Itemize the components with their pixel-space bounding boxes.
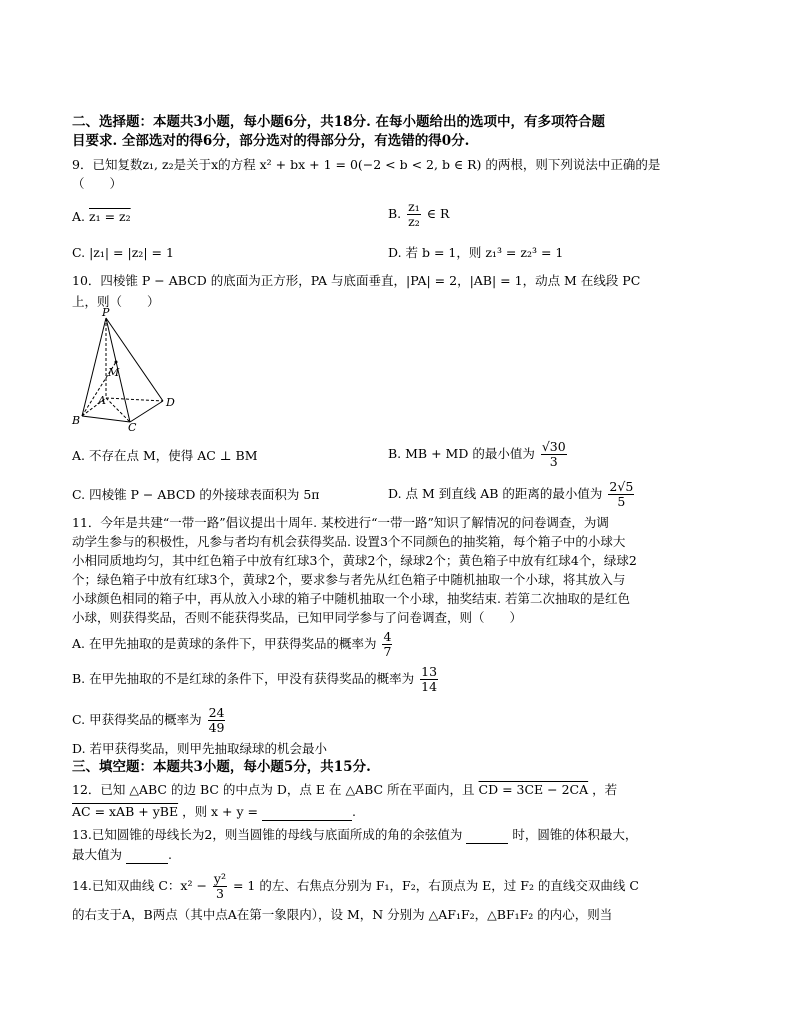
q11-option-a-denominator: 7 <box>383 644 392 659</box>
q10-stem-line-1: 10．四棱锥 P − ABCD 的底面为正方形，PA 与底面垂直，|PA| = 2，|AB| = 1，动点 M 在线段 PC <box>72 273 641 288</box>
edge-ac <box>106 398 130 422</box>
q14-line-2: 的右支于A，B两点（其中点A在第一象限内），设 M，N 分别为 △AF₁F₂，△BF₁F₂ 的内心，则当 <box>72 907 613 922</box>
q10-option-b-numerator: √30 <box>541 439 566 454</box>
q11-option-c <box>72 706 227 735</box>
label-p: P <box>102 306 110 319</box>
q11-line-3: 小相同质地均匀，其中红色箱子中放有红球3个，黄球2个，绿球2个；黄色箱子中放有红球4个，绿球2 <box>72 553 637 568</box>
q10-pyramid-figure <box>68 306 188 432</box>
q14-denominator: 3 <box>215 886 224 901</box>
q10-option-d-denominator: 5 <box>617 494 626 509</box>
q11-line-6: 小球，则获得奖品，否则不能获得奖品，已知甲同学参与了问卷调查，则（ ） <box>72 610 523 625</box>
q12-answer-blank[interactable] <box>262 808 352 821</box>
q13-line-1 <box>72 826 637 844</box>
q14-line-1-text: 14.已知双曲线 C：x² − <box>72 878 207 893</box>
section-2-heading-line-2: 目要求. 全部选对的得6分，部分选对的得部分分，有选错的得0分. <box>72 133 470 149</box>
q14-numerator: y² <box>213 871 226 886</box>
q9-option-b-denominator: z₂ <box>408 214 420 229</box>
q11-option-a-text: A. 在甲先抽取的是黄球的条件下，甲获得奖品的概率为 <box>72 636 377 651</box>
q9-option-b-fraction <box>407 200 421 229</box>
q12-vector-equation-2: AC = xAB + yBE <box>72 804 179 819</box>
label-m: M <box>108 366 120 379</box>
q11-option-c-fraction <box>208 706 226 735</box>
q11-option-b-numerator: 13 <box>421 664 438 679</box>
q12-vector-equation-1: CD = 3CE − 2CA <box>478 782 589 797</box>
q10-option-b-fraction <box>541 440 567 469</box>
q9-option-b-tail: ∈ R <box>426 206 450 221</box>
q9-option-d: D. 若 b = 1，则 z₁³ = z₂³ = 1 <box>388 245 564 260</box>
q13-line-1-tail: 时，圆锥的体积最大， <box>512 827 638 842</box>
q14-fraction <box>213 872 227 901</box>
q10-option-a: A. 不存在点 M，使得 AC ⊥ BM <box>72 448 258 463</box>
edge-bc <box>82 416 130 422</box>
q11-option-d: D. 若甲获得奖品，则甲先抽取绿球的机会最小 <box>72 741 328 756</box>
q11-option-a-fraction <box>382 630 392 659</box>
q13-line-2-text: 最大值为 <box>72 847 123 862</box>
q11-option-c-text: C. 甲获得奖品的概率为 <box>72 712 202 727</box>
q11-line-2: 动学生参与的积极性，凡参与者均有机会获得奖品. 设置3个不同颜色的抽奖箱，每个箱子中的小球大 <box>72 534 626 549</box>
q11-line-5: 小球颜色相同的箱子中，再从放入小球的箱子中随机抽取一个小球，抽奖结束. 若第二次抽取的是红色 <box>72 591 630 606</box>
q10-option-d-text: D. 点 M 到直线 AB 的距离的最小值为 <box>388 486 603 501</box>
edge-ad <box>106 398 163 401</box>
q13-line-1-text: 13.已知圆锥的母线长为2，则当圆锥的母线与底面所成的角的余弦值为 <box>72 827 463 842</box>
point-m <box>115 361 118 364</box>
q11-option-a <box>72 630 394 659</box>
q10-option-d <box>388 480 636 509</box>
q11-option-c-denominator: 49 <box>208 720 225 735</box>
q12-line-1 <box>72 781 617 799</box>
q13-answer-blank-2[interactable] <box>126 851 168 864</box>
q10-stem-line-2: 上，则（ ） <box>72 294 160 309</box>
q9-option-b <box>388 200 449 229</box>
q14-line-1-tail: = 1 的左、右焦点分别为 F₁，F₂，右顶点为 E，过 F₂ 的直线交双曲线 C <box>232 878 639 893</box>
label-b: B <box>72 414 81 427</box>
q9-option-a <box>72 208 131 226</box>
edge-pd <box>106 318 163 401</box>
q9-option-b-label: B. <box>388 206 402 221</box>
q11-option-b-text: B. 在甲先抽取的不是红球的条件下，甲没有获得奖品的概率为 <box>72 671 415 686</box>
q10-option-b-denominator: 3 <box>549 454 558 469</box>
q9-stem-line-1: 9．已知复数z₁, z₂是关于x的方程 x² + bx + 1 = 0(−2 < b < 2, b ∈ R) 的两根，则下列说法中正确的是 <box>72 157 661 172</box>
label-c: C <box>128 421 137 432</box>
q9-option-c: C. |z₁| = |z₂| = 1 <box>72 245 174 260</box>
q9-option-a-body: z₁ = z₂ <box>89 209 131 224</box>
q10-option-b-text: B. MB + MD 的最小值为 <box>388 446 535 461</box>
q11-option-b <box>72 665 440 694</box>
q9-stem-line-2: （ ） <box>72 176 123 191</box>
section-2-heading-line-1: 二、选择题：本题共3小题，每小题6分，共18分. 在每小题给出的选项中，有多项符合题 <box>72 114 605 130</box>
q13-answer-blank-1[interactable] <box>466 831 508 844</box>
q11-option-a-numerator: 4 <box>383 629 392 644</box>
q9-option-b-numerator: z₁ <box>408 199 420 214</box>
label-a: A <box>98 394 106 407</box>
q10-option-d-fraction <box>608 480 634 509</box>
q11-line-1: 11．今年是共建“一带一路”倡议提出十周年. 某校进行“一带一路”知识了解情况的问卷调查，为调 <box>72 515 609 530</box>
q12-line-1-tail: ，若 <box>592 782 618 797</box>
q14-line-1 <box>72 872 639 901</box>
q11-line-4: 个；绿色箱子中放有红球3个，黄球2个，要求参与者先从红色箱子中随机抽取一个小球，将其放入与 <box>72 572 626 587</box>
q11-option-b-fraction <box>420 665 438 694</box>
q9-option-a-label: A. <box>72 209 86 224</box>
q11-option-b-denominator: 14 <box>421 679 438 694</box>
q11-option-c-numerator: 24 <box>208 705 225 720</box>
q13-line-2: 最大值为 . <box>72 847 172 862</box>
label-d: D <box>166 396 175 409</box>
section-3-heading: 三、填空题：本题共3小题，每小题5分，共15分. <box>72 759 371 775</box>
q12-line-2: AC = xAB + yBE ，则 x + y = . <box>72 804 356 819</box>
edge-cd <box>130 401 163 422</box>
q10-option-c: C. 四棱锥 P − ABCD 的外接球表面积为 5π <box>72 487 320 502</box>
q12-line-1-text: 12．已知 △ABC 的边 BC 的中点为 D，点 E 在 △ABC 所在平面内，且 <box>72 782 475 797</box>
q10-option-d-numerator: 2√5 <box>609 479 634 494</box>
q10-option-b <box>388 440 569 469</box>
q12-line-2-text: ，则 x + y = <box>182 804 259 819</box>
